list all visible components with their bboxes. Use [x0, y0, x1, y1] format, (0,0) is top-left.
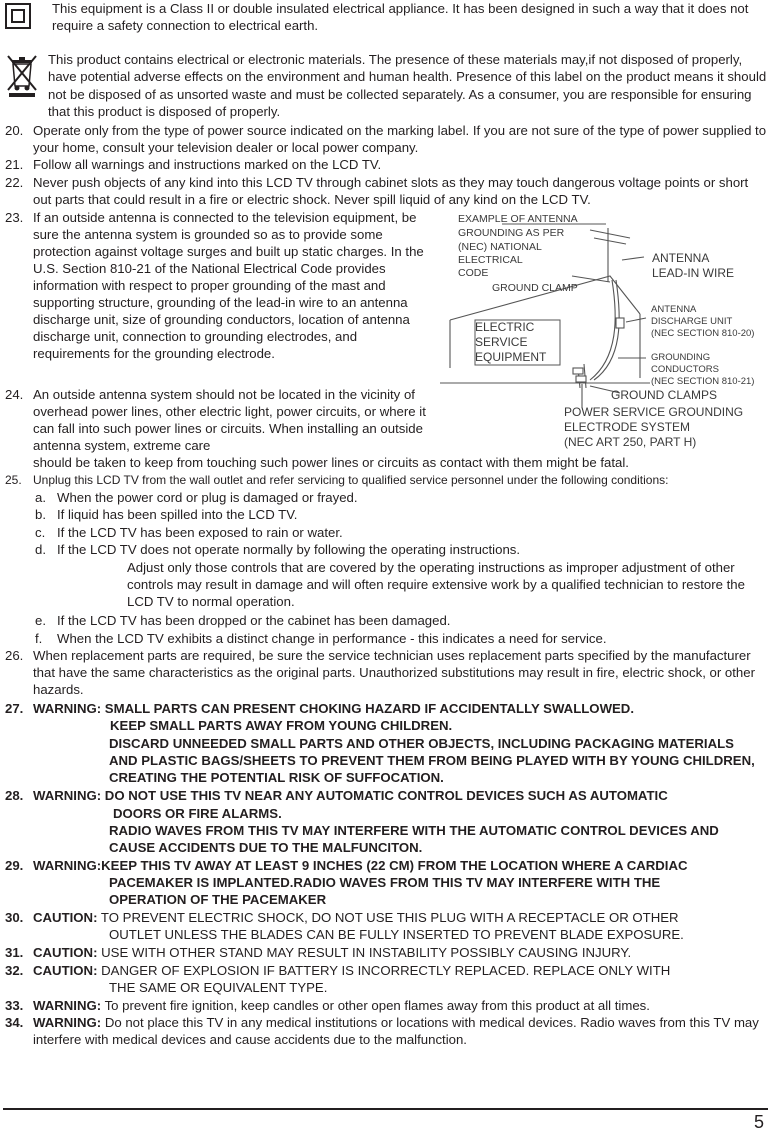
item-25f-letter: f. [35, 631, 43, 646]
diagram-power-line-2: ELECTRODE SYSTEM [564, 420, 691, 434]
item-25c-text: If the LCD TV has been exposed to rain or water. [57, 525, 343, 540]
item-30-number: 30. [5, 910, 24, 925]
item-33-body: To prevent fire ignition, keep candles or other open flames away from this product at all times. [104, 998, 650, 1013]
item-26-number: 26. [5, 648, 24, 663]
diagram-electric-line-2: SERVICE [475, 335, 528, 349]
item-33-number: 33. [5, 998, 24, 1013]
diagram-conductors-line-2: CONDUCTORS [651, 364, 719, 375]
item-29-line-2: PACEMAKER IS IMPLANTED.RADIO WAVES FROM THIS TV MAY INTERFERE WITH THE OPERATION OF THE PACEMAKER [109, 875, 661, 907]
item-25b-text: If liquid has been spilled into the LCD TV. [57, 507, 298, 522]
item-33-label: WARNING: [33, 998, 102, 1013]
item-25c-letter: c. [35, 525, 46, 540]
item-32-text [33, 962, 770, 979]
diagram-ground-clamps-label: GROUND CLAMPS [611, 388, 718, 402]
diagram-power-line-3: (NEC ART 250, PART H) [564, 435, 697, 449]
diagram-discharge-line-3: (NEC SECTION 810-20) [651, 328, 755, 339]
diagram-example-line-4: ELECTRICAL [458, 254, 523, 266]
item-23-number: 23. [5, 210, 24, 225]
item-33-text [33, 997, 770, 1014]
item-21-number: 21. [5, 157, 24, 172]
item-31-number: 31. [5, 945, 24, 960]
item-28-line-2: DOORS OR FIRE ALARMS. [113, 806, 282, 821]
item-29-number: 29. [5, 858, 24, 873]
item-28-line-3: RADIO WAVES FROM THIS TV MAY INTERFERE WITH THE AUTOMATIC CONTROL DEVICES AND CAUSE ACCIDENTS DUE TO THE MALFUNCITON. [109, 823, 719, 855]
diagram-example-line-5: CODE [458, 267, 489, 279]
item-28-number: 28. [5, 788, 24, 803]
item-25b-letter: b. [35, 507, 46, 522]
diagram-antenna-line-2: LEAD-IN WIRE [652, 266, 735, 280]
diagram-antenna-line-1: ANTENNA [652, 251, 710, 265]
diagram-discharge-line-1: ANTENNA [651, 304, 697, 315]
item-32-number: 32. [5, 963, 24, 978]
item-34-body: Do not place this TV in any medical institutions or locations with medical devices. Radio waves from this TV may interfere with medical devices and cause accidents due to the malfunction. [33, 1015, 759, 1047]
diagram-discharge-line-2: DISCHARGE UNIT [651, 316, 733, 327]
item-30-line-2: OUTLET UNLESS THE BLADES CAN BE FULLY INSERTED TO PREVENT BLADE EXPOSURE. [109, 927, 684, 942]
item-24-continued: should be taken to keep from touching such power lines or circuits as contact with them might be fatal. [33, 455, 629, 470]
item-27-number: 27. [5, 701, 24, 716]
item-32-label: CAUTION: [33, 963, 98, 978]
item-30-label: CAUTION: [33, 910, 98, 925]
page-number: 5 [753, 1112, 764, 1132]
item-34-number: 34. [5, 1015, 24, 1030]
item-21-text: Follow all warnings and instructions marked on the LCD TV. [33, 157, 382, 172]
item-31-text [33, 944, 770, 961]
item-34-label: WARNING: [33, 1015, 102, 1030]
item-25d-subtext: Adjust only those controls that are covered by the operating instructions as improper adjustment of other controls may result in damage and will often require extensive work by a qualified technician to restore the LCD TV to normal operation. [127, 560, 745, 609]
weee-bin-icon [3, 52, 41, 98]
item-23-text: If an outside antenna is connected to the television equipment, be sure the antenna system is grounded so as to provide some protection against voltage surges and built up static charges. In the U.S. Section 810-21 of the National Electrical Code provides information with respect to proper grounding of the mast and supporting structure, grounding of the lead-in wire to an antenna discharge unit, size of grounding conductors, location of antenna discharge unit, connection to grounding electrodes, and requirements for the grounding electrode. [33, 210, 424, 361]
item-22-text: Never push objects of any kind into this LCD TV through cabinet slots as they may touch dangerous voltage points or short out parts that could result in a fire or electric shock. Never spill liquid of any kind on the LCD TV. [33, 175, 749, 207]
diagram-example-line-1: EXAMPLE OF ANTENNA [458, 213, 578, 225]
item-27-lead: WARNING: SMALL PARTS CAN PRESENT CHOKING HAZARD IF ACCIDENTALLY SWALLOWED. [33, 701, 634, 716]
item-29-lead: WARNING:KEEP THIS TV AWAY AT LEAST 9 INCHES (22 CM) FROM THE LOCATION WHERE A CARDIAC [33, 858, 688, 873]
item-25f-text: When the LCD TV exhibits a distinct change in performance - this indicates a need for service. [57, 631, 607, 646]
item-31-label: CAUTION: [33, 945, 98, 960]
item-25e-text: If the LCD TV has been dropped or the cabinet has been damaged. [57, 613, 451, 628]
item-25-number: 25. [5, 473, 22, 487]
class-ii-text: This equipment is a Class II or double insulated electrical appliance. It has been designed in such a way that it does not require a safety connection to electrical earth. [52, 1, 749, 33]
item-25a-text: When the power cord or plug is damaged or frayed. [57, 490, 358, 505]
weee-text: This product contains electrical or electronic materials. The presence of these materials may,if not disposed of properly, have potential adverse effects on the environment and human health. Presence of this label on the product means it should not be disposed of as unsorted waste and must be collected separately. As a consumer, you are responsible for ensuring that this product is disposed of properly. [48, 52, 767, 119]
diagram-conductors-line-3: (NEC SECTION 810-21) [651, 376, 755, 387]
item-30-text [33, 909, 770, 926]
antenna-grounding-diagram [440, 208, 770, 448]
diagram-conductors-line-1: GROUNDING [651, 352, 711, 363]
item-28-lead: WARNING: DO NOT USE THIS TV NEAR ANY AUTOMATIC CONTROL DEVICES SUCH AS AUTOMATIC [33, 788, 668, 803]
item-34-text [33, 1014, 770, 1048]
diagram-power-line-1: POWER SERVICE GROUNDING [564, 405, 744, 419]
item-20-number: 20. [5, 123, 24, 138]
diagram-electric-line-1: ELECTRIC [475, 320, 535, 334]
item-22-number: 22. [5, 175, 24, 190]
diagram-electric-line-3: EQUIPMENT [475, 350, 547, 364]
item-24-number: 24. [5, 387, 24, 402]
item-25d-letter: d. [35, 542, 46, 557]
item-25a-letter: a. [35, 490, 46, 505]
diagram-example-line-2: GROUNDING AS PER [458, 227, 565, 239]
item-27-line-2: KEEP SMALL PARTS AWAY FROM YOUNG CHILDREN. [110, 718, 453, 733]
item-32-body: DANGER OF EXPLOSION IF BATTERY IS INCORRECTLY REPLACED. REPLACE ONLY WITH [101, 963, 671, 978]
item-25d-text: If the LCD TV does not operate normally by following the operating instructions. [57, 542, 521, 557]
footer-divider [3, 1108, 768, 1110]
item-26-text: When replacement parts are required, be sure the service technician uses replacement parts specified by the manufacturer that have the same characteristics as the original parts. Unauthorized substitutions may result in fire, electric shock, or other hazards. [33, 648, 755, 697]
item-25-text: Unplug this LCD TV from the wall outlet and refer servicing to qualified service personnel under the following conditions: [33, 473, 669, 487]
item-30-body: TO PREVENT ELECTRIC SHOCK, DO NOT USE THIS PLUG WITH A RECEPTACLE OR OTHER [100, 910, 679, 925]
item-27-line-3: DISCARD UNNEEDED SMALL PARTS AND OTHER OBJECTS, INCLUDING PACKAGING MATERIALS AND PLASTIC BAGS/SHEETS TO PREVENT THEM FROM BEING PLAYED WITH BY YOUNG CHILDREN, CREATING THE POTENTIAL RISK OF SUFFOCATION. [109, 736, 755, 785]
item-25e-letter: e. [35, 613, 46, 628]
item-24-text: An outside antenna system should not be located in the vicinity of overhead power lines, other electric light, power circuits, or where it can fall into such power lines or circuits. When installing an outside antenna system, extreme care [33, 387, 426, 453]
item-32-line-2: THE SAME OR EQUIVALENT TYPE. [109, 980, 328, 995]
item-31-body: USE WITH OTHER STAND MAY RESULT IN INSTABILITY POSSIBLY CAUSING INJURY. [101, 945, 632, 960]
diagram-example-line-3: (NEC) NATIONAL [458, 241, 542, 253]
item-20-text: Operate only from the type of power source indicated on the marking label. If you are not sure of the type of power supplied to your home, consult your television dealer or local power company. [33, 123, 767, 155]
class-ii-icon [5, 3, 31, 29]
diagram-ground-clamp-label: GROUND CLAMP [492, 282, 578, 294]
